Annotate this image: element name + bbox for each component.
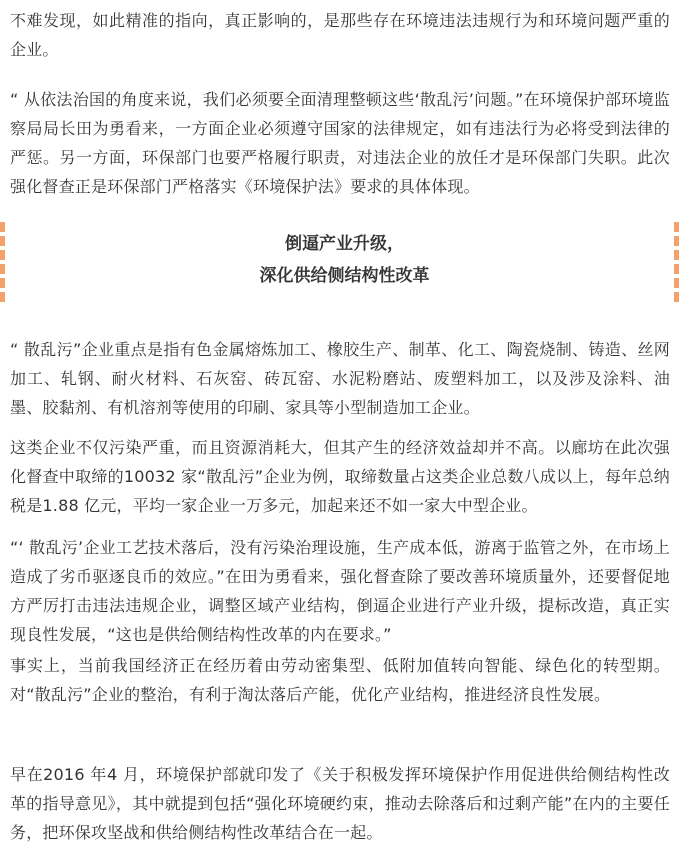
paragraph-1: 不难发现，如此精准的指向，真正影响的，是那些存在环境违法违规行为和环境问题严重的企业。 <box>10 11 670 59</box>
paragraph-5: “‘ 散乱污’企业工艺技术落后，没有污染治理设施，生产成本低，游离于监管之外，在市场上造成了劣币驱逐良币的效应。”在田为勇看来，强化督查除了要改善环境质量外，还要督促地方严厉打击违法违规企业，调整区域产业结构，倒逼企业进行产业升级，提标改造，真正实现良性发展，“这也是供给侧结构性改革的内在要求。” <box>10 538 670 644</box>
paragraph-6: 事实上，当前我国经济正在经历着由劳动密集型、低附加值转向智能、绿色化的转型期。对“散乱污”企业的整治，有利于淘汰落后产能，优化产业结构，推进经济良性发展。 <box>10 656 670 704</box>
paragraph-7: 早在2016 年4 月，环境保护部就印发了《关于积极发挥环境保护作用促进供给侧结构性改革的指导意见》，其中就提到包括“强化环境硬约束，推动去除落后和过剩产能”在内的主要任务，把环保攻坚战和供给侧结构性改革结合在一起。 <box>10 765 670 842</box>
section-title-line-1: 倒逼产业升级， <box>285 234 404 254</box>
paragraph-4: 这类企业不仅污染严重，而且资源消耗大，但其产生的经济效益却并不高。以廊坊在此次强化督查中取缔的10032 家“散乱污”企业为例，取缔数量占这类企业总数八成以上，每年总纳税是1.88 亿元，平均一家企业一万多元，加起来还不如一家大中型企业。 <box>10 438 670 515</box>
paragraph-2: “ 从依法治国的角度来说，我们必须要全面清理整顿这些‘散乱污’问题。”在环境保护部环境监察局局长田为勇看来，一方面企业必须遵守国家的法律规定，如有违法行为必将受到法律的严惩。另一方面，环保部门也要严格履行职责，对违法企业的放任才是环保部门失职。此次强化督查正是环保部门严格落实《环境保护法》要求的具体体现。 <box>10 90 670 196</box>
paragraph-3: “ 散乱污”企业重点是指有色金属熔炼加工、橡胶生产、制革、化工、陶瓷烧制、铸造、丝网加工、轧钢、耐火材料、石灰窑、砖瓦窑、水泥粉磨站、废塑料加工，以及涉及涂料、油墨、胶黏剂、有机溶剂等使用的印刷、家具等小型制造加工企业。 <box>10 340 670 417</box>
section-heading-box <box>0 222 679 302</box>
section-title-line-2: 深化供给侧结构性改革 <box>259 266 430 286</box>
